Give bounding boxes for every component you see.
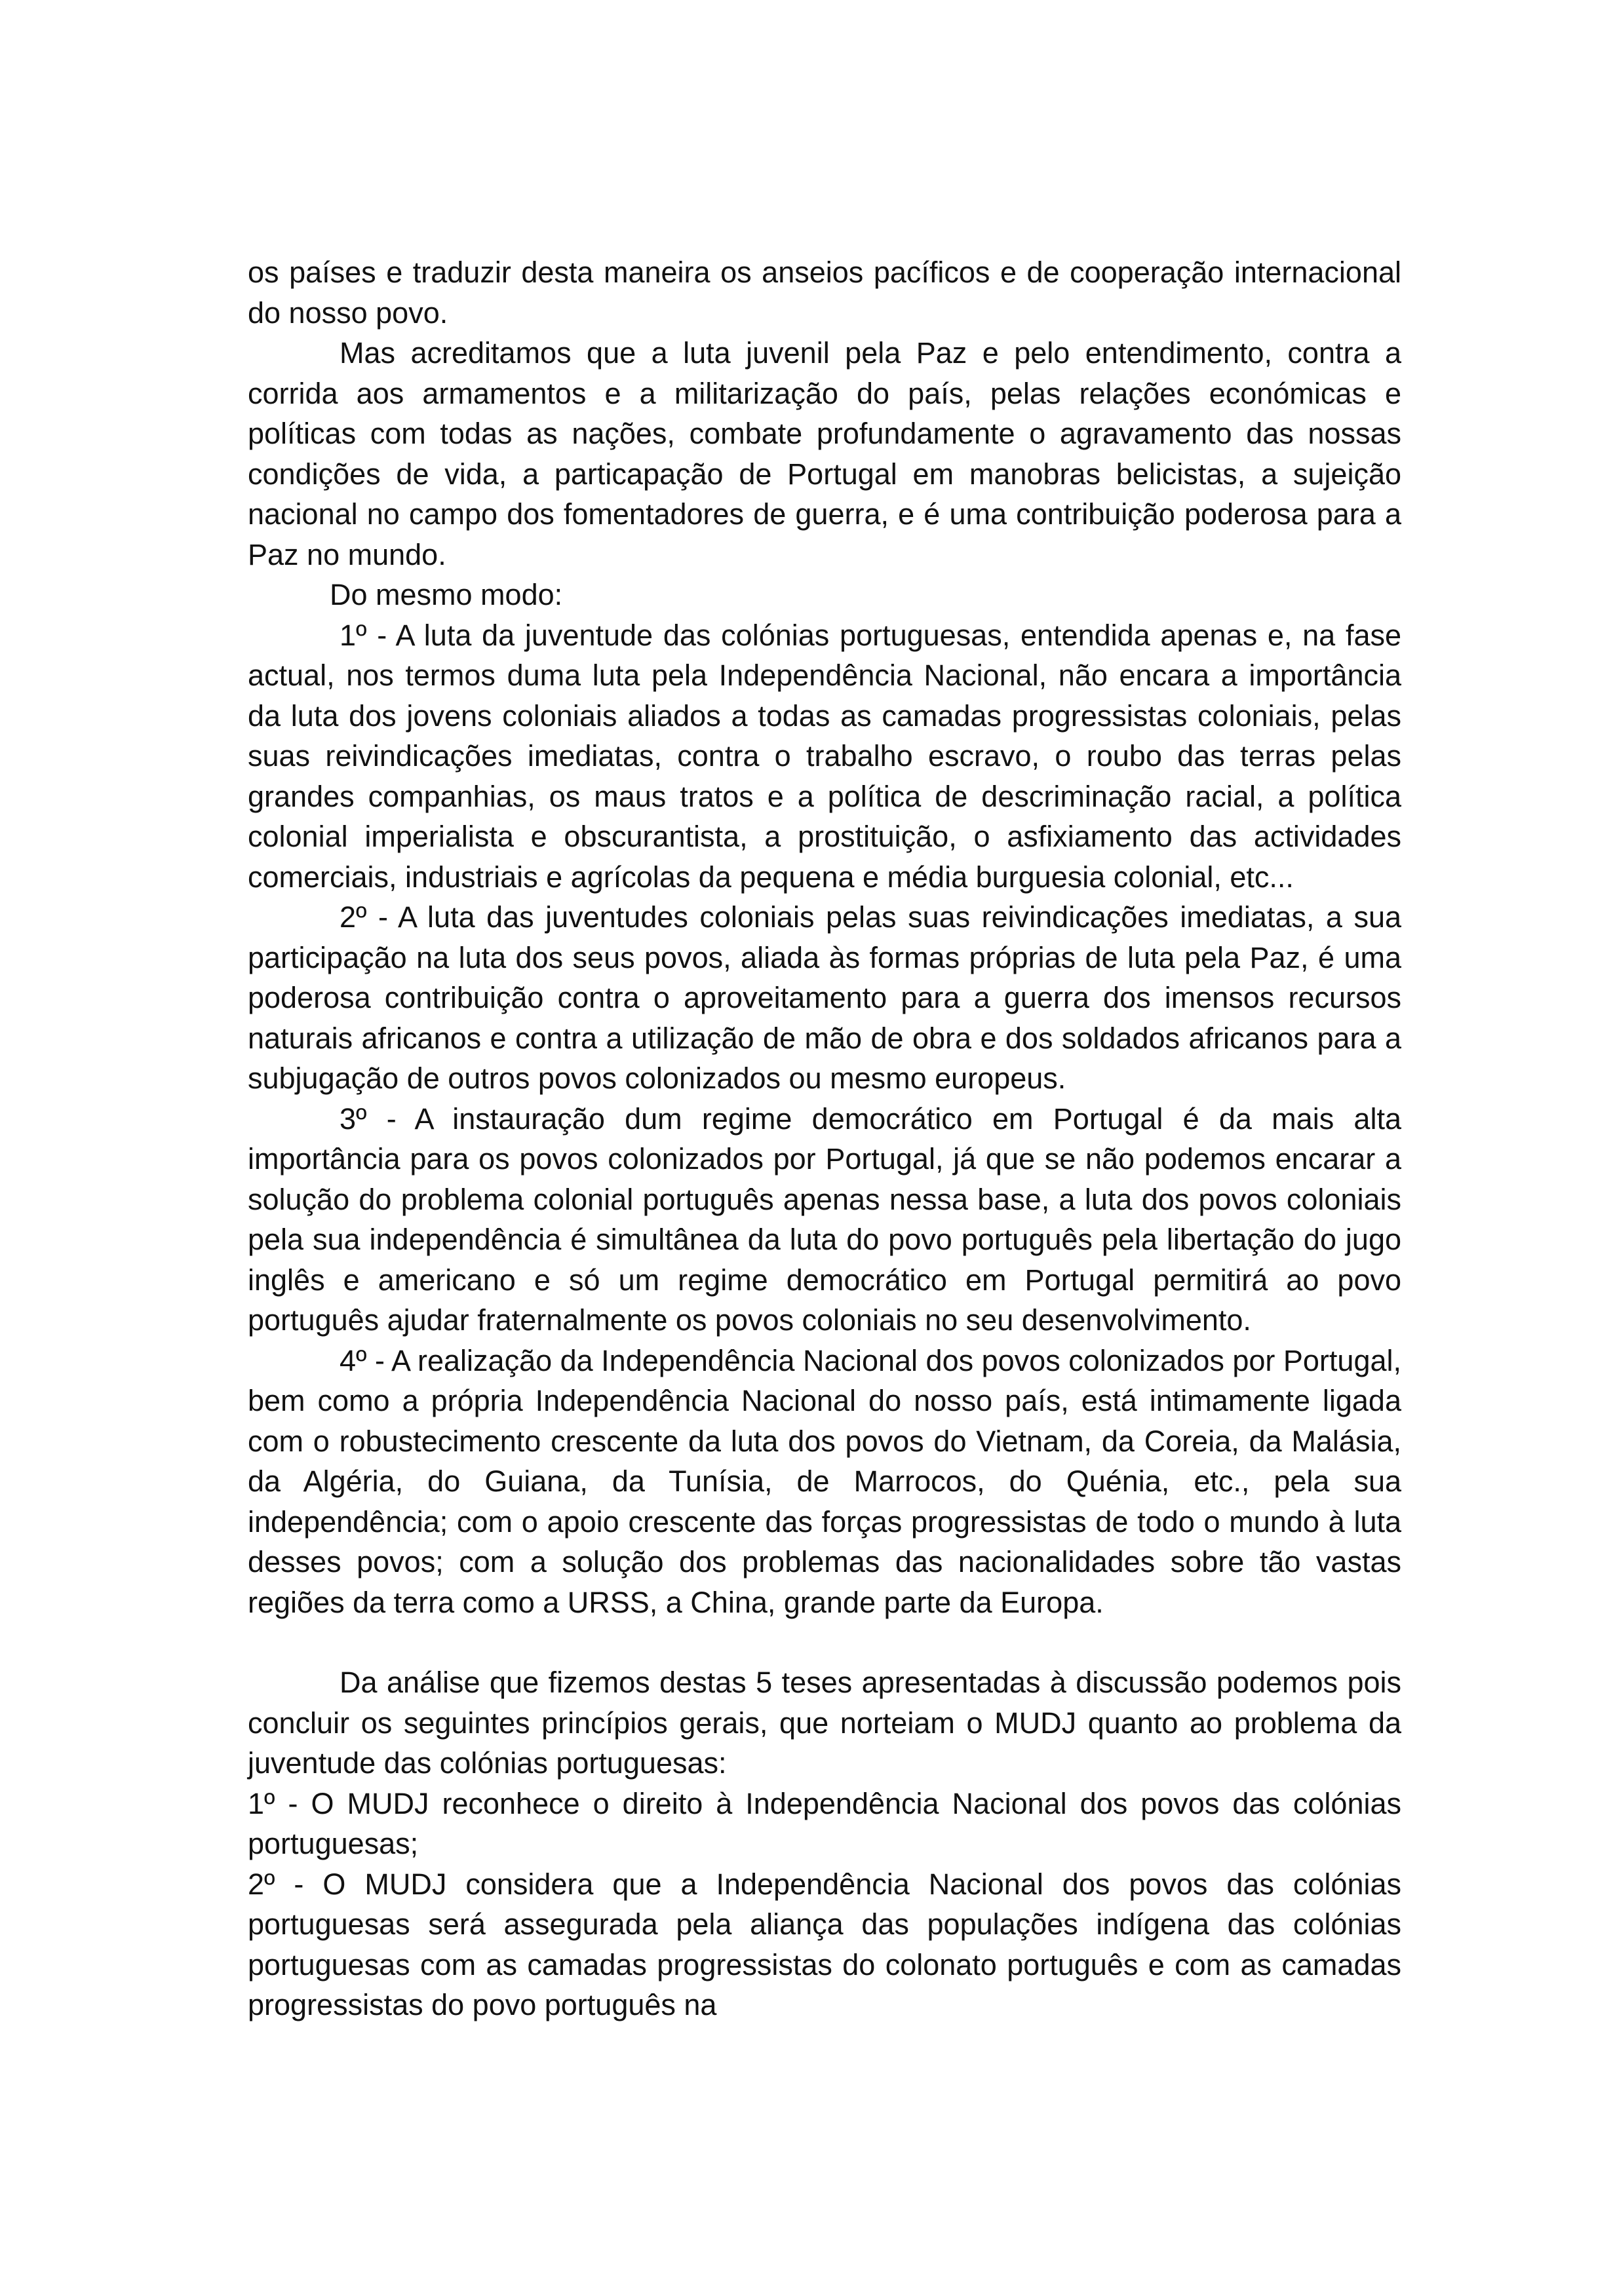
paragraph-1: os países e traduzir desta maneira os anseios pacíficos e de cooperação internacional do nosso povo. <box>248 256 1401 330</box>
paragraph-8: Da análise que fizemos destas 5 teses apresentadas à discussão podemos pois concluir os seguintes princípios gerais, que norteiam o MUDJ quanto ao problema da juventude das colónias portuguesas: <box>248 1666 1401 1780</box>
paragraph-9: 1º - O MUDJ reconhece o direito à Independência Nacional dos povos das colónias portuguesas; <box>248 1786 1401 1860</box>
paragraph-6: 3º - A instauração dum regime democrático em Portugal é da mais alta importância para os povos colonizados por Portugal, já que se não podemos encarar a solução do problema colonial português apenas nessa base, a luta dos povos coloniais pela sua independência é simultânea da luta do povo português pela libertação do jugo inglês e americano e só um regime democrático em Portugal permitirá ao povo português ajudar fraternalmente os povos coloniais no seu desenvolvimento. <box>248 1101 1401 1337</box>
document-body <box>248 252 1401 2025</box>
paragraph-5: 2º - A luta das juventudes coloniais pelas suas reivindicações imediatas, a sua participação na luta dos seus povos, aliada às formas próprias de luta pela Paz, é uma poderosa contribuição contra o aproveitamento para a guerra dos imensos recursos naturais africanos e contra a utilização de mão de obra e dos soldados africanos para a subjugação de outros povos colonizados ou mesmo europeus. <box>248 900 1401 1095</box>
paragraph-10: 2º - O MUDJ considera que a Independência Nacional dos povos das colónias portuguesas será assegurada pela aliança das populações indígena das colónias portuguesas com as camadas progressistas do colonato português e com as camadas progressistas do povo português na <box>248 1867 1401 2021</box>
paragraph-7: 4º - A realização da Independência Nacional dos povos colonizados por Portugal, bem como a própria Independência Nacional do nosso país, está intimamente ligada com o robustecimento crescente da luta dos povos do Vietnam, da Coreia, da Malásia, da Algéria, do Guiana, da Tunísia, de Marrocos, do Quénia, etc., pela sua independência; com o apoio crescente das forças progressistas de todo o mundo à luta desses povos; com a solução dos problemas das nacionalidades sobre tão vastas regiões da terra como a URSS, a China, grande parte da Europa. <box>248 1343 1401 1619</box>
paragraph-3: Do mesmo modo: <box>330 578 563 611</box>
paragraph-2: Mas acreditamos que a luta juvenil pela Paz e pelo entendimento, contra a corrida aos armamentos e a militarização do país, pelas relações económicas e políticas com todas as nações, combate profundamente o agravamento das nossas condições de vida, a particapação de Portugal em manobras belicistas, a sujeição nacional no campo dos fomentadores de guerra, e é uma contribuição poderosa para a Paz no mundo. <box>248 336 1401 571</box>
paragraph-4: 1º - A luta da juventude das colónias portuguesas, entendida apenas e, na fase actual, nos termos duma luta pela Independência Nacional, não encara a importância da luta dos jovens coloniais aliados a todas as camadas progressistas coloniais, pelas suas reivindicações imediatas, contra o trabalho escravo, o roubo das terras pelas grandes companhias, os maus tratos e a política de descriminação racial, a política colonial imperialista e obscurantista, a prostituição, o asfixiamento das actividades comerciais, industriais e agrícolas da pequena e média burguesia colonial, etc... <box>248 618 1401 894</box>
